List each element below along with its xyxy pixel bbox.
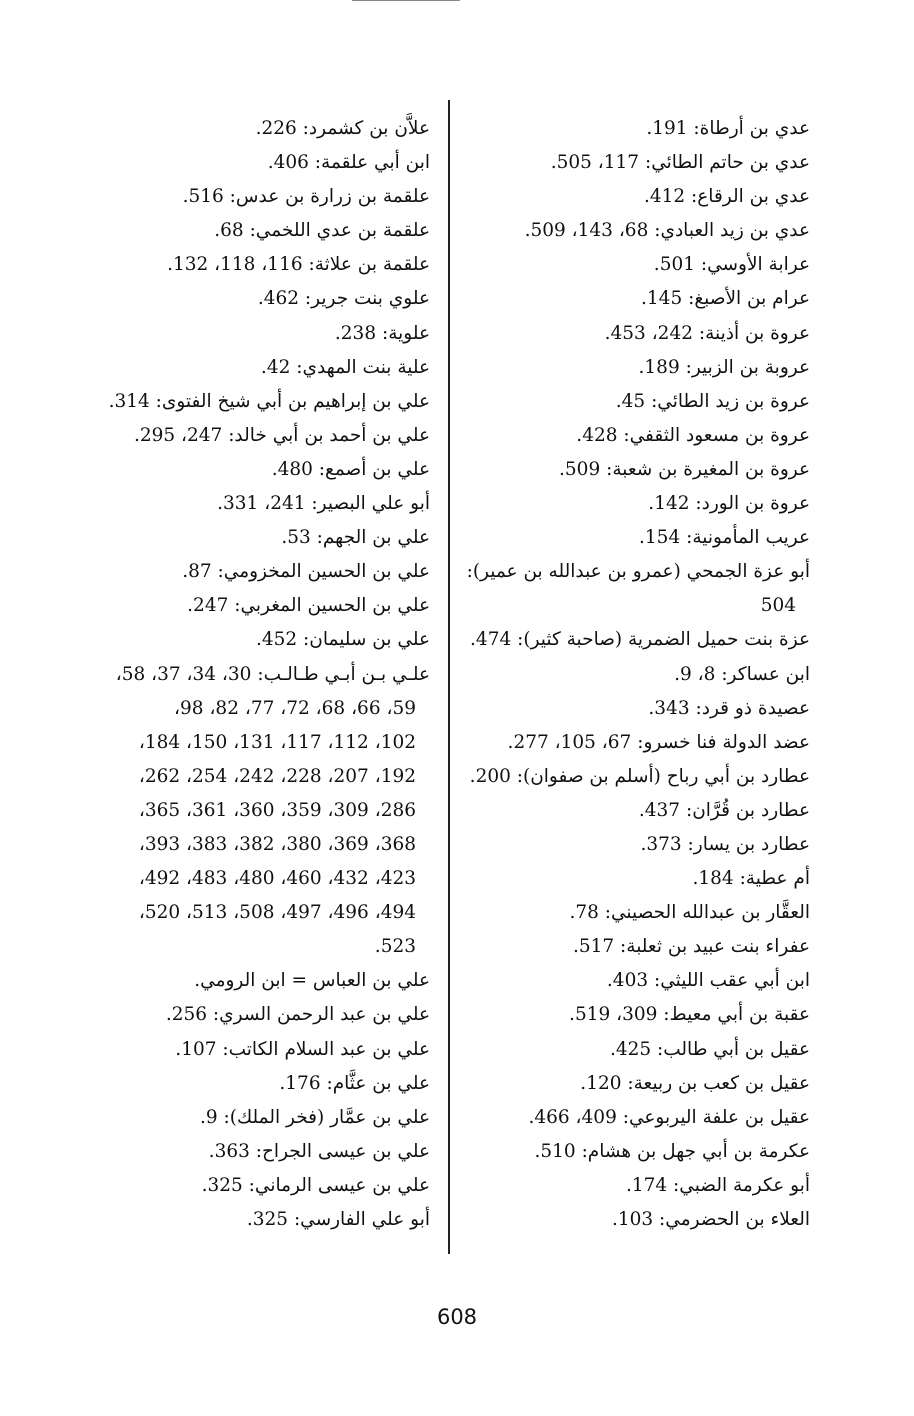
column-divider xyxy=(448,100,450,1254)
index-entry: 192، 207، 228، 242، 254، 262، xyxy=(138,765,416,787)
index-entry: عرابة الأوسي: 501. xyxy=(653,254,810,276)
index-entry: عطارد بن يسار: 373. xyxy=(640,833,810,855)
index-entry: عروة بن المغيرة بن شعبة: 509. xyxy=(559,458,810,480)
index-entry: أبو عكرمة الضبي: 174. xyxy=(625,1174,810,1196)
index-entry: 423، 432، 460، 480، 483، 492، xyxy=(138,868,416,890)
index-entry: علي بن عيسى الجراح: 363. xyxy=(208,1140,430,1162)
index-entry: أبو علي البصير: 241، 331. xyxy=(217,493,430,515)
index-entry: علي بن عبد السلام الكاتب: 107. xyxy=(175,1038,430,1060)
index-entry: علـي بـن أبـي طـالـب: 30، 34، 37، 58، xyxy=(115,663,430,685)
index-entry: علي بن الحسين المغربي: 247. xyxy=(187,595,430,617)
index-entry: علي بن أحمد بن أبي خالد: 247، 295. xyxy=(133,424,430,446)
index-entry: عصيدة ذو قرد: 343. xyxy=(648,697,810,719)
index-entry: علي بن الجهم: 53. xyxy=(281,527,430,549)
index-entry: عدي بن حاتم الطائي: 117، 505. xyxy=(550,152,810,174)
index-entry: عروبة بن الزبير: 189. xyxy=(638,356,810,378)
index-entry: ابن عساكر: 8، 9. xyxy=(674,663,810,685)
index-entry: عضد الدولة فنا خسرو: 67، 105، 277. xyxy=(507,731,810,753)
index-entry: علي بن العباس = ابن الرومي. xyxy=(194,970,430,992)
index-entry: 523. xyxy=(374,936,416,958)
index-entry: أم عطية: 184. xyxy=(692,868,810,890)
index-entry: علي بن الحسين المخزومي: 87. xyxy=(182,561,430,583)
index-entry: عدي بن زيد العبادي: 68، 143، 509. xyxy=(524,220,810,242)
index-entry: عطارد بن قُرَّان: 437. xyxy=(638,799,810,821)
index-entry: 59، 66، 68، 72، 77، 82، 98، xyxy=(174,697,416,719)
index-entry: علي بن عبد الرحمن السري: 256. xyxy=(165,1004,430,1026)
page-number: 608 xyxy=(436,1305,478,1329)
index-entry: 286، 309، 359، 360، 361، 365، xyxy=(138,799,416,821)
index-entry: علوية: 238. xyxy=(334,322,430,344)
index-entry: ابن أبي عقب الليثي: 403. xyxy=(606,970,810,992)
index-entry: 504 xyxy=(760,595,796,617)
index-entry: علي بن سليمان: 452. xyxy=(255,629,430,651)
index-entry: عطارد بن أبي رباح (أسلم بن صفوان): 200. xyxy=(469,765,810,787)
index-entry: عرام بن الأصبغ: 145. xyxy=(641,288,810,310)
index-entry: علقمة بن عدي اللخمي: 68. xyxy=(214,220,430,242)
index-entry: العقَّار بن عبدالله الحصيني: 78. xyxy=(569,902,810,924)
index-entry: ابن أبي علقمة: 406. xyxy=(267,152,430,174)
index-entry: علقمة بن زرارة بن عدس: 516. xyxy=(182,186,430,208)
index-entry: علي بن عثَّام: 176. xyxy=(279,1072,430,1094)
index-entry: علقمة بن علاثة: 116، 118، 132. xyxy=(167,254,430,276)
index-entry: عروة بن الورد: 142. xyxy=(648,493,810,515)
index-entry: أبو عزة الجمحي (عمرو بن عبدالله بن عمير): xyxy=(466,561,810,583)
index-entry: عكرمة بن أبي جهل بن هشام: 510. xyxy=(534,1140,810,1162)
index-column-left xyxy=(80,112,430,1237)
index-entry: عقيل بن أبي طالب: 425. xyxy=(609,1038,810,1060)
index-entry: علي بن أصمع: 480. xyxy=(271,458,430,480)
index-entry: 494، 496، 497، 508، 513، 520، xyxy=(138,902,416,924)
index-entry: عقبة بن أبي معيط: 309، 519. xyxy=(569,1004,810,1026)
index-entry: أبو علي الفارسي: 325. xyxy=(246,1209,430,1230)
index-entry: علوي بنت جرير: 462. xyxy=(257,288,430,310)
index-entry: عروة بن مسعود الثقفي: 428. xyxy=(576,424,810,446)
index-entry: عقيل بن علفة اليربوعي: 409، 466. xyxy=(528,1106,810,1128)
index-entry: 368، 369، 380، 382، 383، 393، xyxy=(138,833,416,855)
index-entry: عريب المأمونية: 154. xyxy=(639,527,810,549)
index-entry: عروة بن زيد الطائي: 45. xyxy=(615,390,810,412)
index-entry: عدي بن أرطاة: 191. xyxy=(646,118,810,139)
index-column-right xyxy=(450,112,810,1237)
index-entry: علي بن إبراهيم بن أبي شيخ الفتوى: 314. xyxy=(108,390,430,412)
index-entry: علية بنت المهدي: 42. xyxy=(260,356,430,378)
index-entry: علي بن عمَّار (فخر الملك): 9. xyxy=(199,1106,430,1128)
index-entry: علاَّن بن كشمرد: 226. xyxy=(255,118,430,139)
index-entry: عقيل بن كعب بن ربيعة: 120. xyxy=(580,1072,810,1094)
index-entry: العلاء بن الحضرمي: 103. xyxy=(611,1209,810,1230)
index-entry: 102، 112، 117، 131، 150، 184، xyxy=(138,731,416,753)
index-entry: عفراء بنت عبيد بن ثعلبة: 517. xyxy=(572,936,810,958)
top-rule xyxy=(352,0,460,1)
index-entry: عدي بن الرقاع: 412. xyxy=(643,186,810,208)
index-entry: عزة بنت حميل الضمرية (صاحبة كثير): 474. xyxy=(470,629,810,651)
index-entry: عروة بن أذينة: 242، 453. xyxy=(604,322,810,344)
index-entry: علي بن عيسى الرماني: 325. xyxy=(201,1174,430,1196)
